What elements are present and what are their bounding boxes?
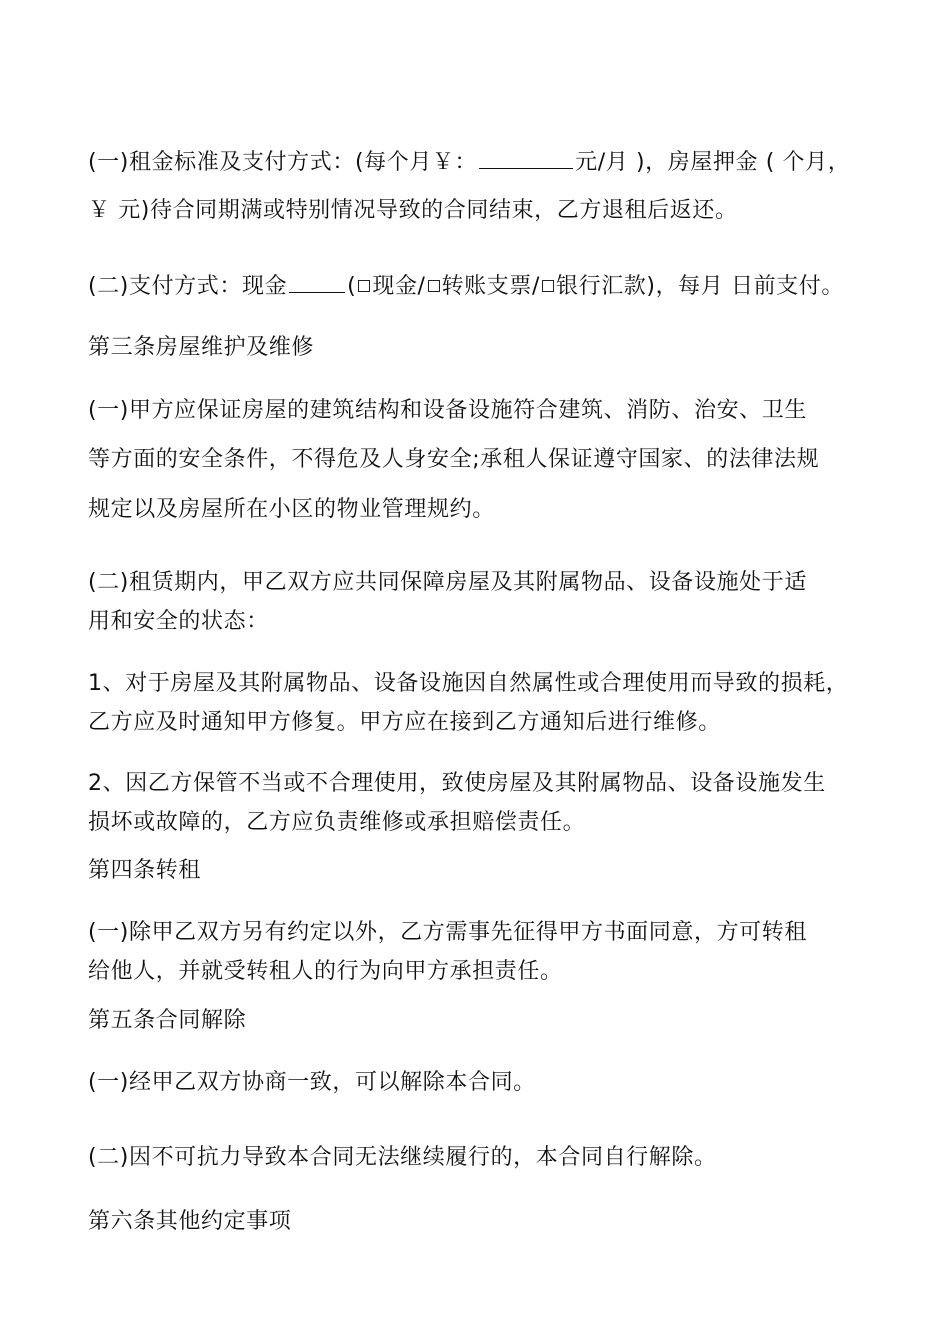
option-transfer-check: 转账支票/ — [441, 274, 540, 299]
article-5-clause-1: (一)经甲乙双方协商一致，可以解除本合同。 — [88, 1070, 536, 1095]
payment-open-paren: ( — [347, 274, 357, 299]
article-3-title: 第三条房屋维护及维修 — [88, 335, 315, 360]
payment-method-line — [88, 270, 844, 302]
transfer-check-checkbox-icon — [428, 280, 440, 292]
option-cash: 现金/ — [372, 274, 426, 299]
article-3-clause-2-line-1: (二)租赁期内，甲乙双方应共同保障房屋及其附属物品、设备设施处于适 — [88, 570, 807, 595]
article-3-clause-1-line-2: 等方面的安全条件，不得危及人身安全;承租人保证遵守国家、的法律法规 — [88, 447, 820, 472]
article-6-title: 第六条其他约定事项 — [88, 1209, 292, 1234]
payment-method-blank — [289, 270, 345, 293]
article-5-clause-2: (二)因不可抗力导致本合同无法继续履行的，本合同自行解除。 — [88, 1145, 717, 1170]
item-2-line-1: 2、因乙方保管不当或不合理使用，致使房屋及其附属物品、设备设施发生 — [88, 771, 826, 796]
monthly-rent-blank — [479, 146, 573, 169]
article-3-clause-2-line-2: 用和安全的状态： — [88, 609, 269, 634]
rent-standard-line-2: ￥ 元)待合同期满或特别情况导致的合同结束，乙方退租后返还。 — [88, 198, 738, 223]
bank-remittance-checkbox-icon — [542, 280, 554, 292]
cash-checkbox-icon — [358, 280, 370, 292]
rent-standard-text-b: 元/月 )，房屋押金 ( 个月， — [575, 150, 851, 175]
article-5-title: 第五条合同解除 — [88, 1008, 247, 1033]
article-3-clause-1-line-1: (一)甲方应保证房屋的建筑结构和设备设施符合建筑、消防、治安、卫生 — [88, 398, 807, 423]
item-1-line-2: 乙方应及时通知甲方修复。甲方应在接到乙方通知后进行维修。 — [88, 710, 721, 735]
item-2-line-2: 损坏或故障的，乙方应负责维修或承担赔偿责任。 — [88, 810, 586, 835]
article-4-clause-1-line-1: (一)除甲乙双方另有约定以外，乙方需事先征得甲方书面同意，方可转租 — [88, 920, 807, 945]
article-4-title: 第四条转租 — [88, 858, 202, 883]
payment-method-text-a: (二)支付方式：现金 — [88, 274, 288, 299]
article-4-clause-1-line-2: 给他人，并就受转租人的行为向甲方承担责任。 — [88, 959, 563, 984]
item-1-line-1: 1、对于房屋及其附属物品、设备设施因自然属性或合理使用而导致的损耗， — [88, 671, 849, 696]
rent-standard-text-a: (一)租金标准及支付方式：(每个月￥： — [88, 150, 478, 175]
article-3-clause-1-line-3: 规定以及房屋所在小区的物业管理规约。 — [88, 497, 495, 522]
rent-standard-line-1 — [88, 146, 850, 178]
option-bank-remittance: 银行汇款)，每月 日前支付。 — [556, 274, 844, 299]
